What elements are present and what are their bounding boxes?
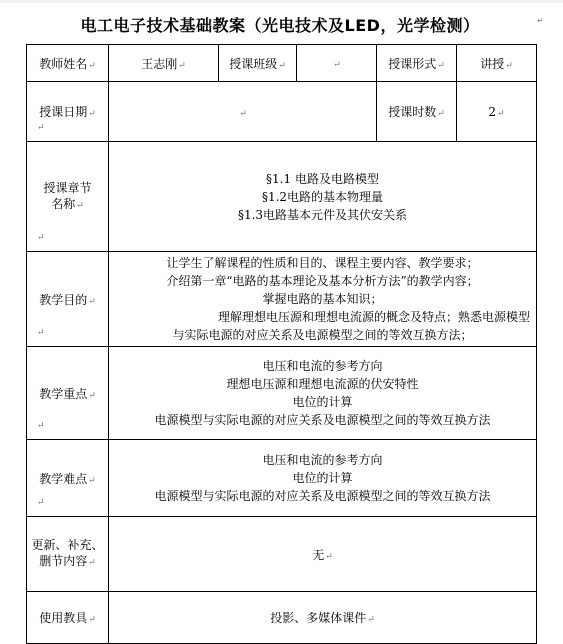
paragraph-mark: ↵ <box>537 16 544 25</box>
purpose-line: 介绍第一章“电路的基本理论及基本分析方法”的教学内容； <box>166 274 479 288</box>
difficulty-line: 电位的计算 <box>292 471 353 485</box>
keypoint-line: 电源模型与实际电源的对应关系及电源模型之间的等效互换方法 <box>154 413 491 427</box>
class-label: 授课班级 <box>229 56 278 71</box>
keypoint-line: 电压和电流的参考方向 <box>262 359 383 373</box>
chapter-line: §1.1 电路及电路模型 <box>266 171 379 186</box>
paragraph-mark: ↵ <box>37 498 45 508</box>
purpose-line: 与实际电源的对应关系及电源模型之间的等效互换方法； <box>172 328 473 342</box>
chapter-label-line2: 名称 <box>51 196 76 211</box>
chapter-label-line1: 授课章节 <box>43 180 92 195</box>
keypoint-line: 理想电压源和理想电流源的伏安特性 <box>226 377 419 391</box>
hours-value: 2 <box>488 104 497 119</box>
keypoints-label-cell: 教学重点↵ ↵ <box>27 347 109 440</box>
difficulties-label-cell: 教学难点↵ ↵ <box>27 440 109 517</box>
class-label-cell: 授课班级↵ <box>219 45 297 82</box>
supplement-label-cell: 更新、补充、 删节内容↵ <box>27 517 109 592</box>
hours-label-cell: 授课时数↵ <box>377 82 457 142</box>
supplement-content-cell[interactable]: 无↵ <box>109 517 537 592</box>
hours-label: 授课时数 <box>388 105 437 119</box>
row-tools <box>27 592 537 644</box>
purpose-content-cell[interactable] <box>109 252 537 347</box>
row-chapter <box>27 142 537 252</box>
tools-value: 投影、多媒体课件 <box>270 611 367 625</box>
teacher-name-value: 王志刚 <box>141 56 178 71</box>
date-label-cell: 授课日期↵ ↵ <box>27 82 109 142</box>
date-value-cell[interactable]: ↵ <box>109 82 377 142</box>
row-basic-info <box>27 45 537 82</box>
row-supplement <box>27 517 537 592</box>
document-title: 电工电子技术基础教案（光电技术及LED，光学检测） <box>80 16 480 35</box>
difficulty-line: 电压和电流的参考方向 <box>262 453 383 467</box>
class-value-cell[interactable]: ↵ <box>297 45 377 82</box>
paragraph-mark: ↵ <box>37 328 45 338</box>
lesson-plan-table <box>26 44 537 644</box>
row-difficulties <box>27 440 537 517</box>
paragraph-mark: ↵ <box>37 421 45 431</box>
difficulties-content-cell[interactable] <box>109 440 537 517</box>
chapter-label-cell: 授课章节 名称↵ ↵ <box>27 142 109 252</box>
supplement-value: 无 <box>312 547 325 562</box>
supplement-label-line1: 更新、补充、 <box>31 538 104 552</box>
teacher-name-value-cell[interactable]: 王志刚↵ <box>109 45 219 82</box>
tools-label: 使用教具 <box>39 611 88 625</box>
paragraph-mark: ↵ <box>37 233 45 243</box>
difficulty-line: 电源模型与实际电源的对应关系及电源模型之间的等效互换方法 <box>154 489 491 503</box>
keypoint-line: 电位的计算 <box>292 395 353 409</box>
chapter-line: §1.3电路基本元件及其伏安关系 <box>237 207 408 222</box>
date-label: 授课日期 <box>39 105 88 119</box>
purpose-line: 理解理想电压源和理想电流源的概念及特点；熟悉电源模型 <box>217 310 530 324</box>
paragraph-mark: ↵ <box>37 123 45 133</box>
form-value-cell[interactable]: 讲授↵ <box>457 45 537 82</box>
row-keypoints <box>27 347 537 440</box>
difficulties-label: 教学难点 <box>39 471 88 486</box>
row-purpose <box>27 252 537 347</box>
form-value: 讲授 <box>480 56 505 71</box>
page-top-border <box>0 0 563 3</box>
teacher-name-label-cell: 教师姓名↵ <box>27 45 109 82</box>
keypoints-label: 教学重点 <box>39 386 88 401</box>
hours-value-cell[interactable]: 2↵ <box>457 82 537 142</box>
purpose-label-cell: 教学目的↵ ↵ <box>27 252 109 347</box>
teacher-name-label: 教师姓名 <box>39 56 88 71</box>
row-date <box>27 82 537 142</box>
keypoints-content-cell[interactable] <box>109 347 537 440</box>
chapter-line: §1.2电路的基本物理量 <box>261 189 384 204</box>
purpose-line: 掌握电路的基本知识； <box>262 292 383 306</box>
tools-content-cell[interactable]: 投影、多媒体课件↵ <box>109 592 537 644</box>
chapter-content-cell[interactable] <box>109 142 537 252</box>
form-label-cell: 授课形式↵ <box>377 45 457 82</box>
form-label: 授课形式 <box>388 56 437 71</box>
supplement-label-line2: 删节内容 <box>39 554 88 568</box>
purpose-line: 让学生了解课程的性质和目的、课程主要内容、教学要求； <box>166 256 479 270</box>
tools-label-cell: 使用教具↵ <box>27 592 109 644</box>
purpose-label: 教学目的 <box>39 292 88 307</box>
